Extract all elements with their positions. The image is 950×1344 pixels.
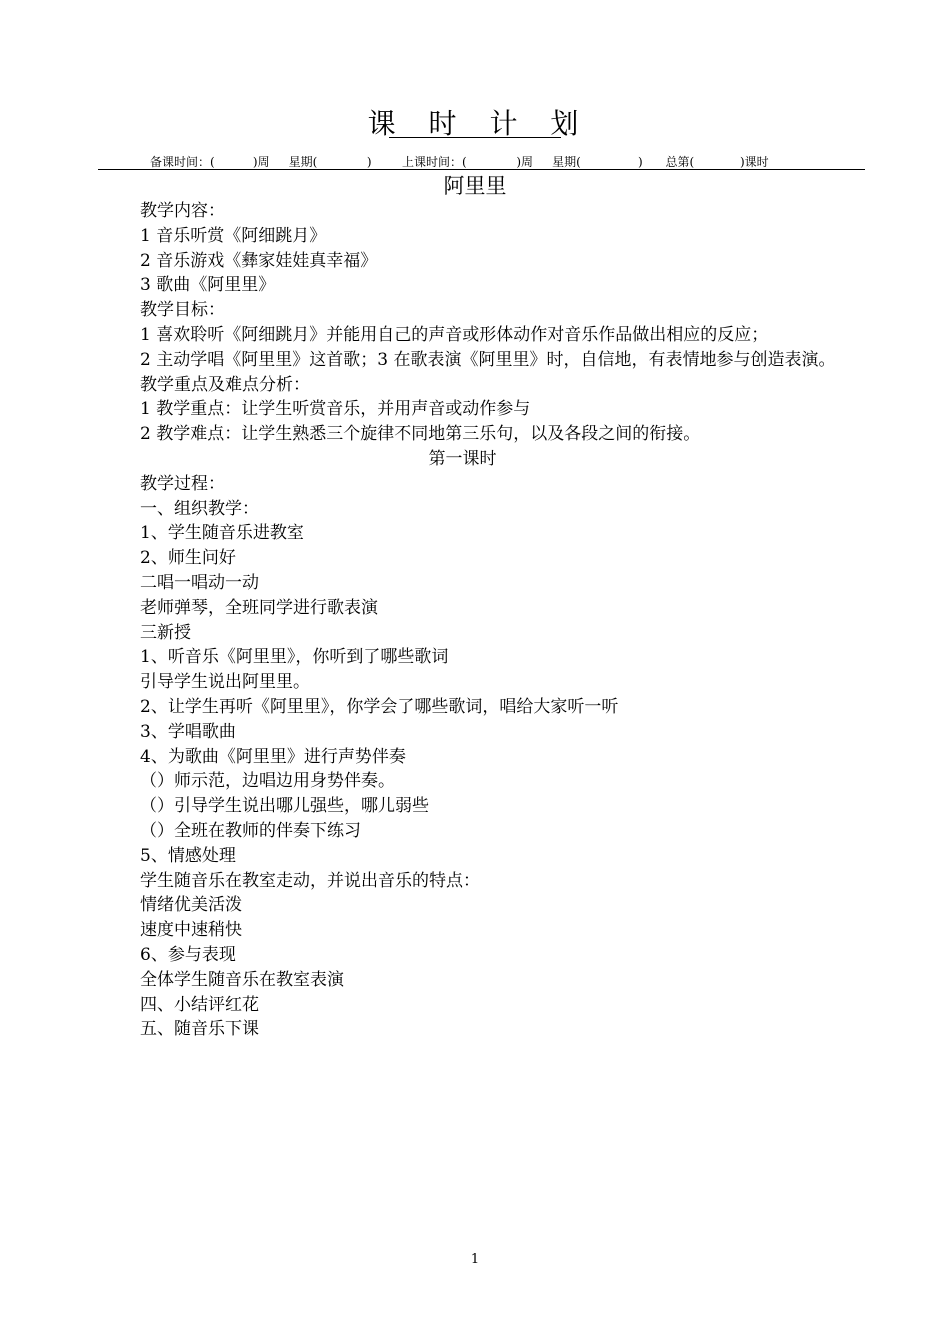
section-heading-focus: 教学重点及难点分析： <box>140 374 310 395</box>
process-line: 6、参与表现 <box>140 944 236 965</box>
title-underline <box>389 137 561 138</box>
content-item: 1 音乐听赏《阿细跳月》 <box>140 225 327 246</box>
process-line: 3、学唱歌曲 <box>140 721 236 742</box>
content-item: 2 音乐游戏《彝家娃娃真幸福》 <box>140 250 378 271</box>
process-line: 一、组织教学： <box>140 498 259 519</box>
process-line: 2、让学生再听《阿里里》，你学会了哪些歌词，唱给大家听一听 <box>140 696 619 717</box>
process-line: 二唱一唱动一动 <box>140 572 259 593</box>
process-line: 2、师生问好 <box>140 548 236 569</box>
process-line: 三新授 <box>140 622 191 643</box>
process-line: 五、随音乐下课 <box>140 1019 259 1040</box>
lesson-title: 阿里里 <box>443 174 507 198</box>
section-heading-goals: 教学目标： <box>140 300 225 321</box>
process-line: 情绪优美活泼 <box>140 895 242 916</box>
page-title: 课 时 计 划 <box>367 107 591 140</box>
process-line: （）全班在教师的伴奏下练习 <box>140 820 361 841</box>
process-line: 4、为歌曲《阿里里》进行声势伴奏 <box>140 746 406 767</box>
section-heading-process: 教学过程： <box>140 473 225 494</box>
process-line: 全体学生随音乐在教室表演 <box>140 969 344 990</box>
page-number: 1 <box>470 1252 480 1267</box>
process-line: 引导学生说出阿里里。 <box>140 672 310 693</box>
process-line: 学生随音乐在教室走动，并说出音乐的特点： <box>140 870 480 891</box>
process-line: 四、小结评红花 <box>140 994 259 1015</box>
content-item: 3 歌曲《阿里里》 <box>140 275 276 296</box>
process-line: 5、情感处理 <box>140 845 236 866</box>
goal-item: 2 主动学唱《阿里里》这首歌；3 在歌表演《阿里里》时，自信地，有表情地参与创造表演。 <box>140 349 836 370</box>
period-heading: 第一课时 <box>428 448 497 469</box>
process-line: 速度中速稍快 <box>140 920 242 941</box>
focus-item: 2 教学难点：让学生熟悉三个旋律不同地第三乐句，以及各段之间的衔接。 <box>140 424 701 445</box>
process-line: 1、学生随音乐进教室 <box>140 523 304 544</box>
schedule-meta-line: 备课时间：( )周 星期( ) 上课时间：( )周 星期( ) 总第( )课时 <box>150 155 769 169</box>
process-line: （）引导学生说出哪儿强些，哪儿弱些 <box>140 796 429 817</box>
process-line: （）师示范，边唱边用身势伴奏。 <box>140 771 395 792</box>
process-line: 老师弹琴，全班同学进行歌表演 <box>140 597 378 618</box>
lesson-body <box>140 199 865 1042</box>
process-line: 1、听音乐《阿里里》，你听到了哪些歌词 <box>140 647 449 668</box>
section-heading-content: 教学内容： <box>140 201 225 221</box>
focus-item: 1 教学重点：让学生听赏音乐，并用声音或动作参与 <box>140 399 531 420</box>
goal-item: 1 喜欢聆听《阿细跳月》并能用自己的声音或形体动作对音乐作品做出相应的反应； <box>140 324 769 345</box>
